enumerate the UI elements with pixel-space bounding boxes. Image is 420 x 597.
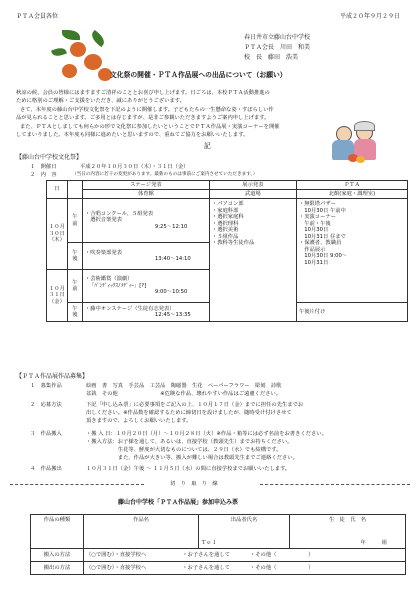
pta-venue: 北館(家庭・調理室) (296, 190, 407, 199)
section2-heading: 【ＰＴＡ作品展作品募集】 (16, 373, 89, 380)
apply-label: ２ 応募方法 (30, 402, 62, 408)
pickup-method-label: 搬出の方法 (31, 562, 84, 575)
apply-line-2: 出しください。※作品数を確認するために締切日を設けましたが、随時受け付けさせて (86, 410, 292, 416)
addressee: ＰＴＡ会員各位 (16, 13, 59, 20)
intro-line-3: さて、本年度の藤山台中学校文化祭を下記のように開催します。子どもたちの一生懸命な姿・すばらしい作 (20, 107, 274, 113)
day2-am-stage: ・芸術鑑賞（演劇） 「ﾊﾞﾝﾃﾞｨｯｸｽﾉﾒﾃﾞｨｰ」[?] 9:00〜10:50 (82, 270, 209, 303)
persimmon-illustration (52, 30, 122, 88)
pta-list: ・無限塔バザー 10月30日 午前中 ・実演コーナー 午前・午後 10月30日 10月31日 昼まで ・保護者、教職員 作品展示 10月30日 9:00〜 10月31日 (296, 199, 407, 303)
schedule-table (46, 180, 408, 322)
cut-line-label: 切 り 取 り 線 (170, 481, 218, 487)
student-header: 生 徒 氏 名 年 組 (290, 515, 406, 549)
name-header: 作品名 (84, 515, 199, 549)
cut-line-left (10, 484, 144, 485)
delivery-label: ３ 作品搬入 (30, 431, 62, 437)
day1-label: １０月 ３０日 （木） (47, 199, 68, 270)
sender-pta: ＰＴＡ会長 川田 和美 (244, 44, 311, 51)
delivery-line-1: ・搬 入 日：１０月２０日（月）〜１０月２８日（火）※作品・箱等には必ず名前をお書きください。 (86, 431, 327, 437)
delivery-line-2: ・搬入方法：お子様を通して、あるいは、直接学校（教頭先生）までお持ちください。 (86, 439, 293, 445)
grandparents-illustration (330, 124, 386, 164)
tel-label: Ｔｅｌ (201, 539, 217, 546)
item1-value: 平成２０年１０月３０日（木）・３１日（金） (80, 164, 189, 170)
sender-school: 春日井市立藤山台中学校 (244, 34, 311, 41)
apply-line-3: 頂きますので、よろしくお願いいたします。 (86, 418, 192, 424)
intro-line-6: してまいりました。本年度も同様に進めたいと思いますので、重ねてご協力をお願いいたします。 (16, 132, 249, 138)
intro-line-1: 秋涼の候、会員の皆様にはますますご清祥のこととお喜び申し上げます。日ごろは、本校ＰＴＡ活動推進の (16, 90, 270, 96)
stage-venue: 体育館 (82, 190, 209, 199)
item2-note: （当日の内容に若干の変更があります。最新のものは事前にご案内させていただきます。） (72, 172, 258, 177)
intro-line-2: ために格別のご理解・ご支援をいただき、誠にありがとうございます。 (16, 98, 185, 104)
item2-label: ２ 内 容 (30, 172, 57, 178)
type-header: 作品の種類 (31, 515, 84, 549)
ki-heading: 記 (204, 142, 211, 150)
item1-label: １ 開催日 (30, 164, 57, 170)
pta-header: ＰＴＡ (296, 181, 407, 190)
exhibit-header: 展示発表 (209, 181, 296, 190)
recruit-line-2: 盆栽 その他 ※危険な作品、壊れやすい作品はご遠慮ください。 (86, 391, 282, 397)
delivery-line-3: 生花等、鮮度が大切なものについては、２９日（水）でも結構です。 (86, 447, 282, 453)
exhibit-list: ・パソコン部 ・家庭科部 ・選択家庭科 ・選択理科 ・選択美術 ・５組作品 ・教科等生徒作品 (209, 199, 296, 322)
date: 平成２０年９月２９日 (339, 13, 400, 20)
exhibitor-header: 出品者氏名 Ｔｅｌ (199, 515, 290, 549)
recruit-label: １ 募集作品 (30, 383, 62, 389)
grade-label: 年 組 (360, 539, 387, 546)
day2-label: １０月 ３１日 （金） (47, 270, 68, 322)
day1-pm: 午後 (67, 243, 82, 270)
document-title: 文化祭の開催・ＰＴＡ作品展への出品について（お願い） (110, 71, 287, 79)
day2-pm-stage: ・藤中オンステージ（生徒有志発表） 12:45〜13:35 (82, 303, 209, 322)
exhibit-venue: 武道場 (209, 190, 296, 199)
apply-line-1: 下記「申し込み票」に必要事項をご記入の上、１０月１７日（金）までに担任の先生までお (86, 402, 304, 408)
day1-am-stage: ・合唱コンクール、５組発表 選択音楽発表 9:25〜12:10 (82, 199, 209, 243)
pickup-label: ４ 作品搬出 (30, 466, 62, 472)
recruit-line-1: 絵画 書 写真 手芸品 工芸品 陶磁器 生花 ペーパーフラワー 彫刻 詩歌 (86, 383, 282, 389)
form-title: 藤山台中学校「ＰＴＡ作品展」参加申込み票 (118, 499, 239, 506)
pta-day2-cleanup: 午後片付け (296, 303, 407, 322)
day-header: 日 (47, 181, 68, 199)
pickup-method-options[interactable]: （○で囲む）・直接学校へ ・お子さんを通して ・その他（ ） (84, 562, 406, 575)
stage-header: ステージ発表 (82, 181, 209, 190)
section1-heading: 【藤山台中学校文化祭】 (16, 154, 83, 161)
application-form (30, 514, 406, 575)
intro-line-5: また、ＰＴＡとしましても何らかの形で文化祭に参加したいということでＰＴＡ作品展・実演コーナーを開催 (20, 124, 280, 130)
delivery-method-label: 搬入の方法 (31, 549, 84, 562)
intro-line-4: 品が見られることと思います。ご多用とは存じますが、是非ご参観いただきますようご案内申し上げます。 (16, 115, 270, 121)
cut-line-right (260, 484, 410, 485)
day1-am: 午前 (67, 199, 82, 243)
delivery-method-options[interactable]: （○で囲む）・直接学校へ ・お子さんを通して ・その他（ ） (84, 549, 406, 562)
day1-pm-stage: ・吹奏楽部発表 13:40〜14:10 (82, 243, 209, 270)
pickup-line-1: １０月３１日（金）午後 ～ １１月５日（水）の間に直接学校までお願いいたします。 (86, 466, 291, 472)
day2-am: 午前 (67, 270, 82, 303)
delivery-line-4: また、作品が大きい等、搬入が難しい場合は教頭先生までご連絡ください。 (86, 455, 298, 461)
day2-pm: 午後 (67, 303, 82, 322)
sender-principal: 校 長 藤田 浩美 (244, 54, 299, 61)
